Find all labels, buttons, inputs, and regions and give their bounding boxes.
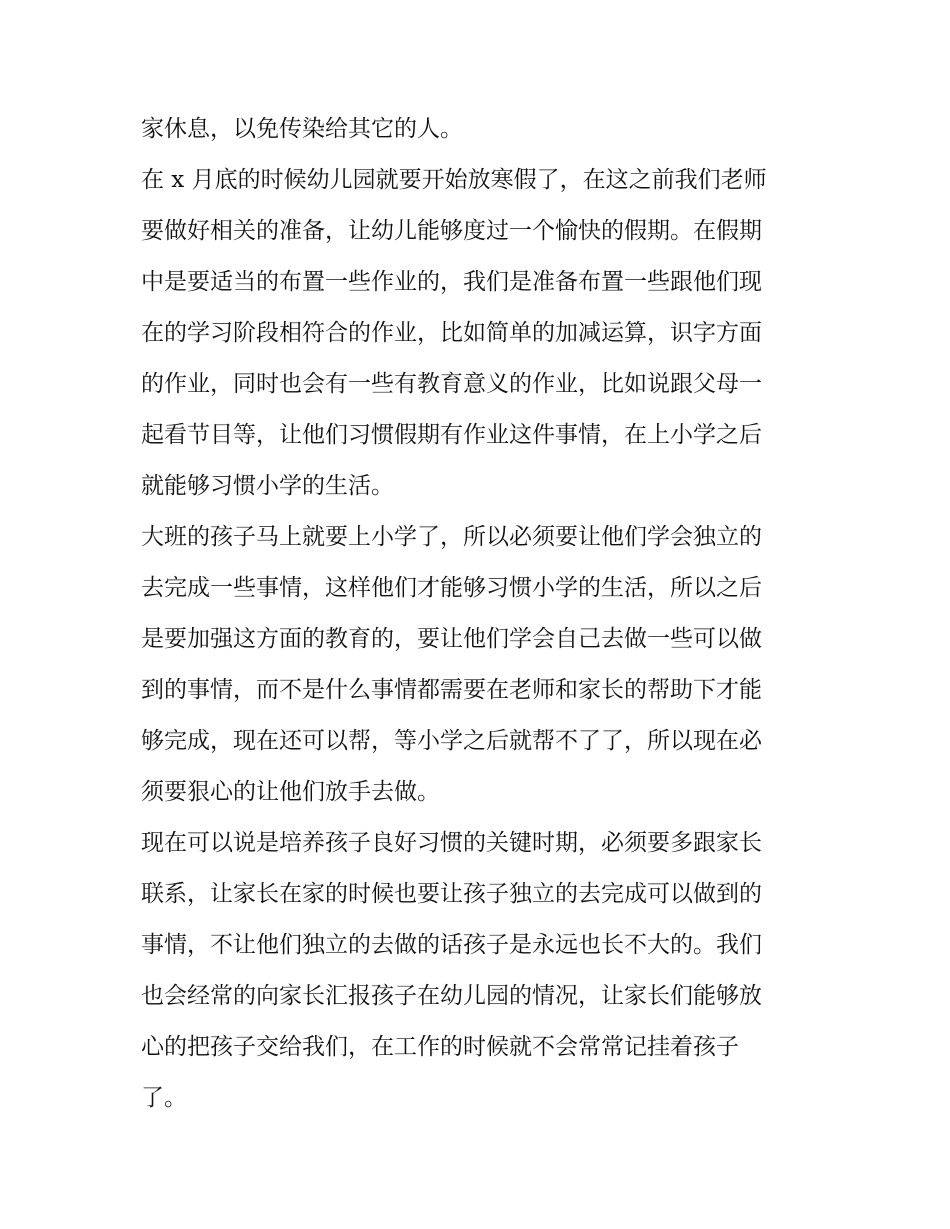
text-line: 是要加强这方面的教育的，要让他们学会自己去做一些可以做	[141, 626, 762, 652]
text-line: 的作业，同时也会有一些有教育意义的作业，比如说跟父母一	[141, 371, 762, 397]
text-line: 中是要适当的布置一些作业的，我们是准备布置一些跟他们现	[141, 269, 762, 295]
text-line: 心的把孩子交给我们，在工作的时候就不会常常记挂着孩子	[141, 1034, 739, 1060]
text-line: 联系，让家长在家的时候也要让孩子独立的去完成可以做到的	[141, 881, 762, 907]
text-line: 现在可以说是培养孩子良好习惯的关键时期，必须要多跟家长	[141, 830, 762, 856]
text-line: 了。	[141, 1085, 187, 1111]
text-line: 大班的孩子马上就要上小学了，所以必须要让他们学会独立的	[141, 524, 762, 550]
text-line: 也会经常的向家长汇报孩子在幼儿园的情况，让家长们能够放	[141, 983, 762, 1009]
text-line: 去完成一些事情，这样他们才能够习惯小学的生活，所以之后	[141, 575, 762, 601]
text-line: 家休息，以免传染给其它的人。	[141, 116, 463, 142]
text-line: 在 x 月底的时候幼儿园就要开始放寒假了，在这之前我们老师	[141, 167, 767, 193]
text-line: 够完成，现在还可以帮，等小学之后就帮不了了，所以现在必	[141, 728, 762, 754]
text-line: 在的学习阶段相符合的作业，比如简单的加减运算，识字方面	[141, 320, 762, 346]
text-line: 就能够习惯小学的生活。	[141, 473, 394, 499]
text-line: 到的事情，而不是什么事情都需要在老师和家长的帮助下才能	[141, 677, 762, 703]
text-line: 起看节目等，让他们习惯假期有作业这件事情，在上小学之后	[141, 422, 762, 448]
text-line: 事情，不让他们独立的去做的话孩子是永远也长不大的。我们	[141, 932, 762, 958]
text-line: 须要狠心的让他们放手去做。	[141, 779, 440, 805]
text-line: 要做好相关的准备，让幼儿能够度过一个愉快的假期。在假期	[141, 218, 762, 244]
